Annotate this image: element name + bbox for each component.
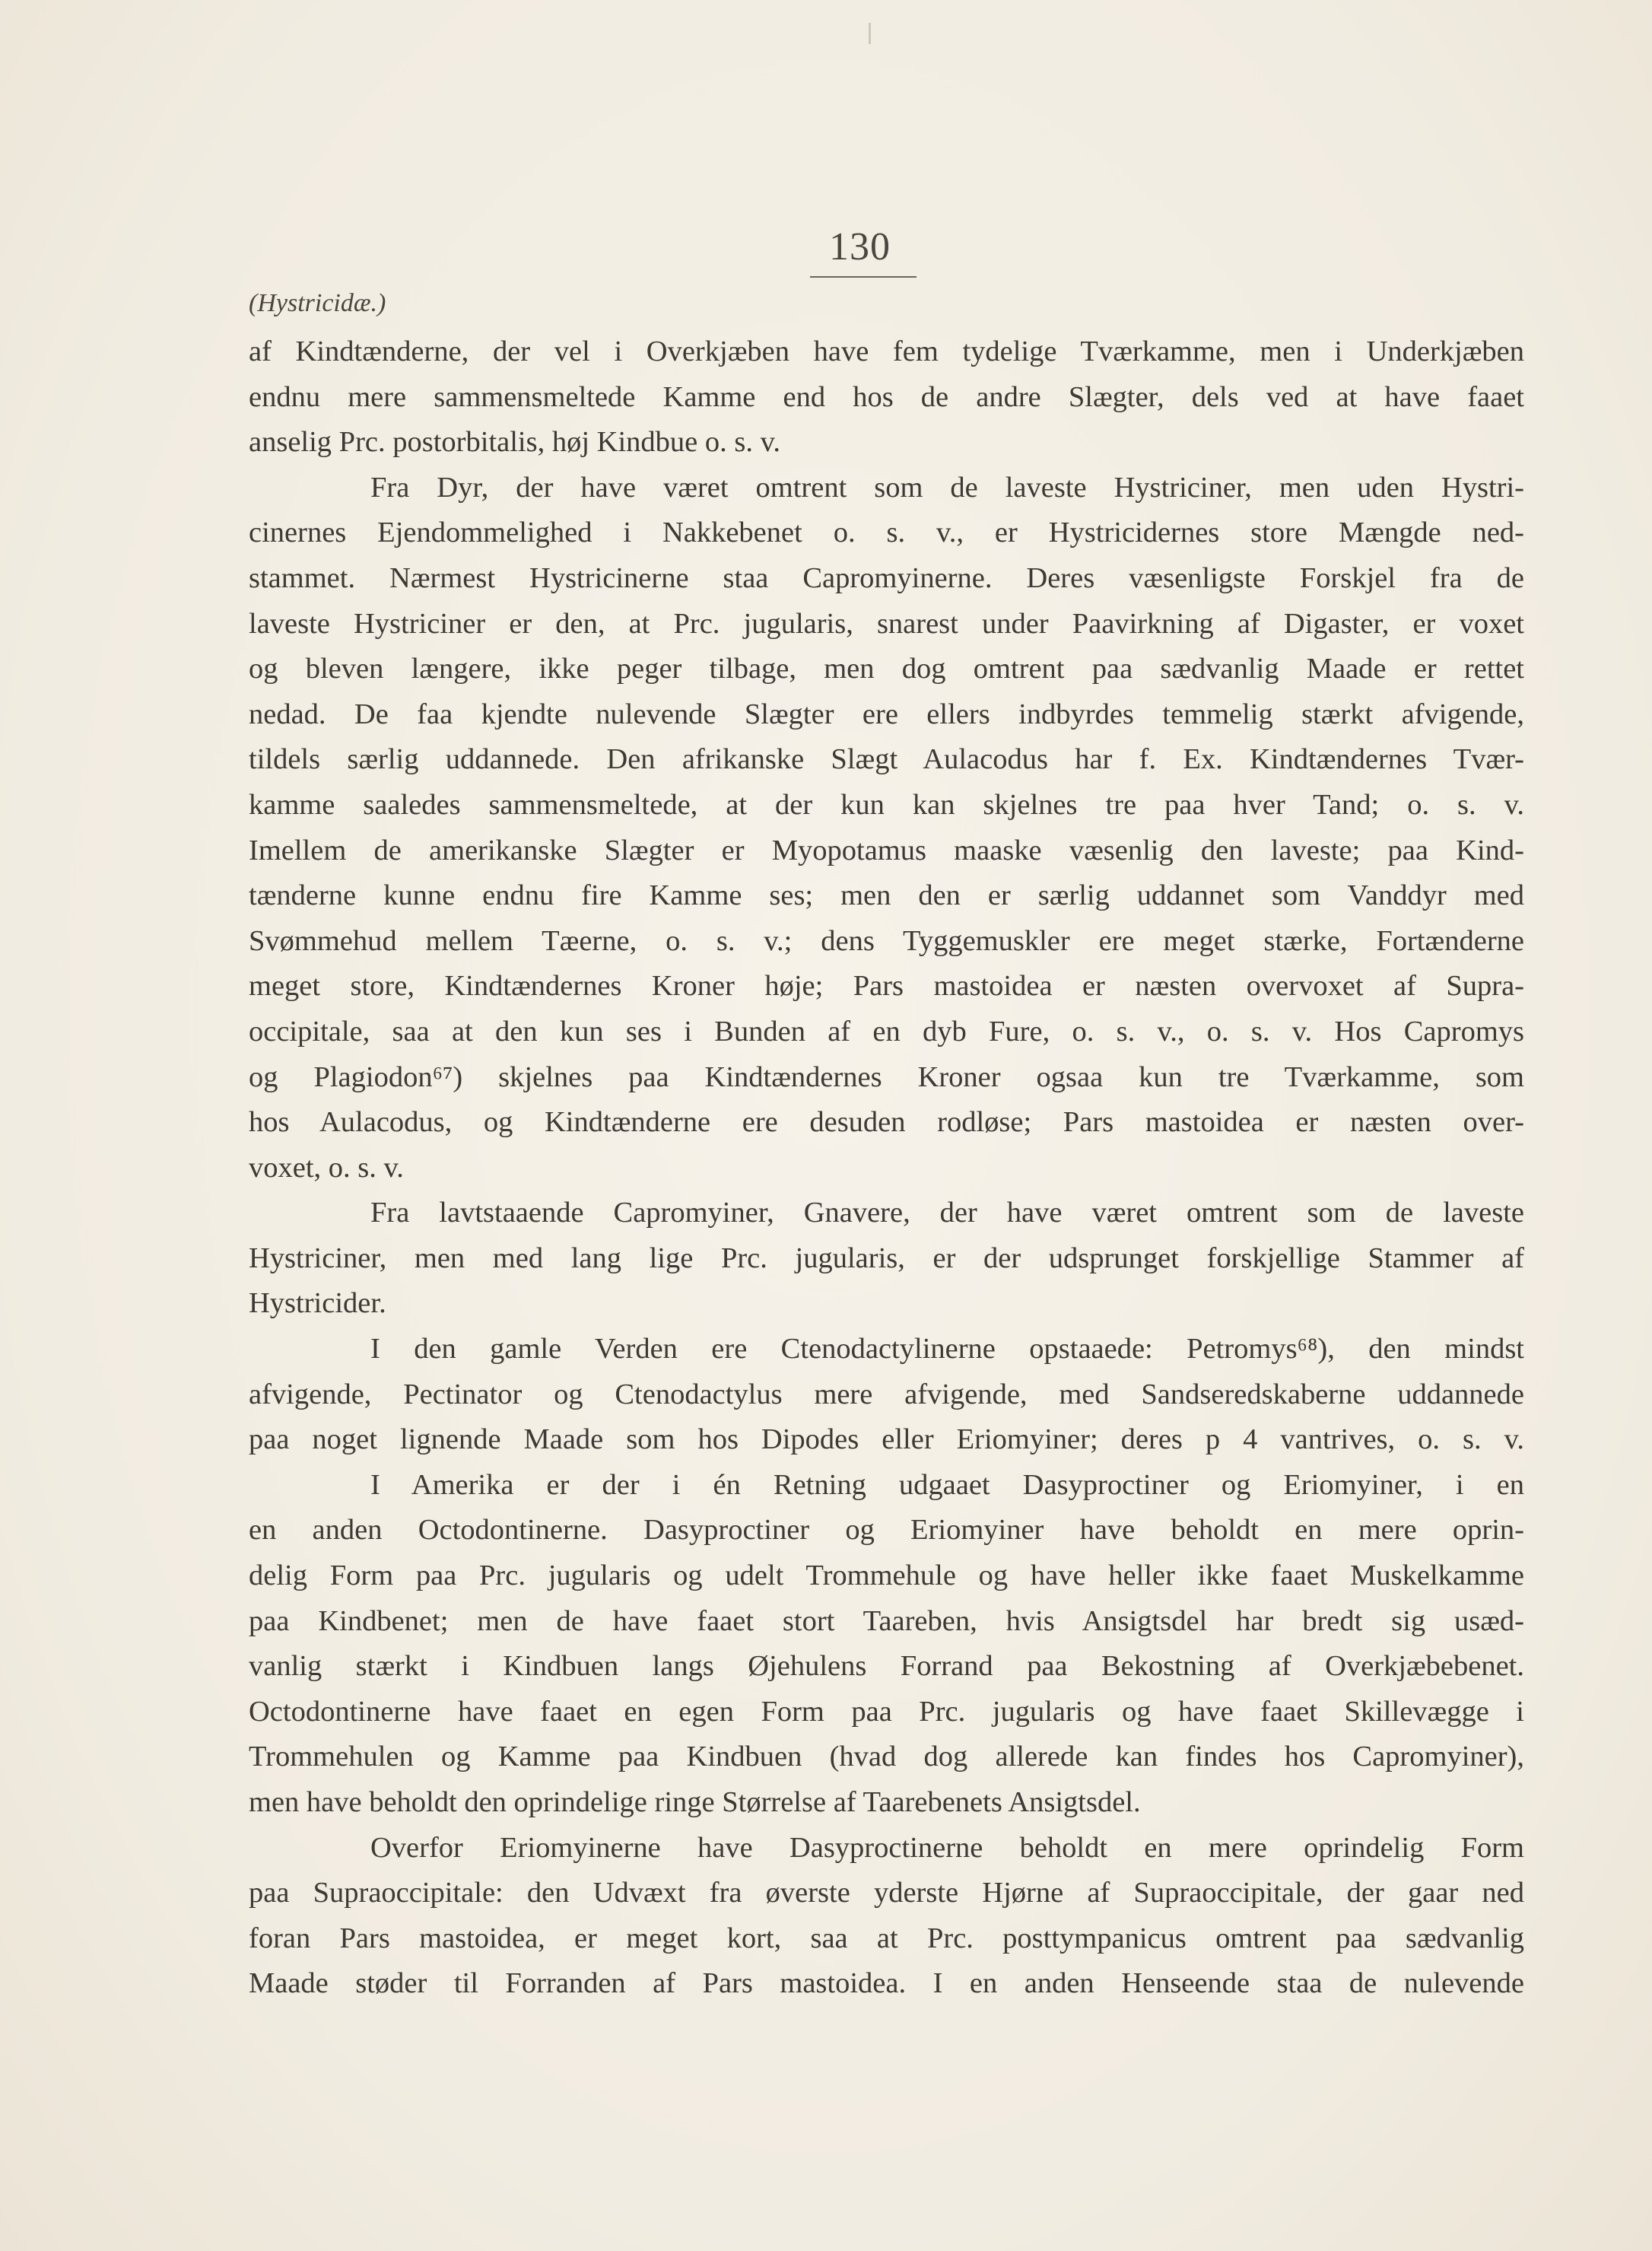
paper-speck [869,23,871,44]
text-line: afvigende, Pectinator og Ctenodactylus mere afvigende, med Sandseredskaberne uddannede [249,1378,1524,1410]
page-number-rule [810,276,917,278]
text-line: delig Form paa Prc. jugularis og udelt Trommehule og have heller ikke faaet Muskelkamme [249,1559,1524,1592]
text-line: Imellem de amerikanske Slægter er Myopotamus maaske væsenlig den laveste; paa Kind- [249,834,1524,866]
text-line: hos Aulacodus, og Kindtænderne ere desuden rodløse; Pars mastoidea er næsten over- [249,1106,1524,1139]
text-line: occipitale, saa at den kun ses i Bunden af en dyb Fure, o. s. v., o. s. v. Hos Capromys [249,1015,1524,1048]
text-line: men have beholdt den oprindelige ringe Størrelse af Taarebenets Ansigtsdel. [249,1786,1141,1818]
text-line: foran Pars mastoidea, er meget kort, saa at Prc. posttympanicus omtrent paa sædvanlig [249,1922,1524,1954]
text-line: Overfor Eriomyinerne have Dasyproctinerne beholdt en mere oprindelig Form [370,1831,1524,1864]
text-line: af Kindtænderne, der vel i Overkjæben have fem tydelige Tværkamme, men i Underkjæben [249,335,1524,367]
text-line: stammet. Nærmest Hystricinerne staa Capromyinerne. Deres væsenligste Forskjel fra de [249,561,1524,594]
text-line: tænderne kunne endnu fire Kamme ses; men den er særlig uddannet som Vanddyr med [249,879,1524,912]
text-line: paa Supraoccipitale: den Udvæxt fra øverste yderste Hjørne af Supraoccipitale, der gaar ned [249,1877,1524,1909]
text-line: anselig Prc. postorbitalis, høj Kindbue o. s. v. [249,426,780,459]
text-line: Svømmehud mellem Tæerne, o. s. v.; dens Tyggemuskler ere meget stærke, Fortænderne [249,924,1524,957]
text-line: I den gamle Verden ere Ctenodactylinerne opstaaede: Petromys⁶⁸), den mindst [370,1333,1524,1366]
text-line: paa Kindbenet; men de have faaet stort Taareben, hvis Ansigtsdel har bredt sig usæd- [249,1604,1524,1637]
text-line: laveste Hystriciner er den, at Prc. jugularis, snarest under Paavirkning af Digaster, er voxet [249,607,1524,640]
text-line: Fra Dyr, der have været omtrent som de laveste Hystriciner, men uden Hystri- [370,471,1524,504]
text-line: I Amerika er der i én Retning udgaaet Dasyproctiner og Eriomyiner, i en [370,1468,1524,1501]
text-line: Hystricider. [249,1287,386,1320]
text-line: en anden Octodontinerne. Dasyproctiner og Eriomyiner have beholdt en mere oprin- [249,1514,1524,1547]
text-line: nedad. De faa kjendte nulevende Slægter ere ellers indbyrdes temmelig stærkt afvigende, [249,698,1524,730]
text-line: kamme saaledes sammensmeltede, at der kun kan skjelnes tre paa hver Tand; o. s. v. [249,788,1524,821]
text-line: voxet, o. s. v. [249,1151,404,1184]
text-line: paa noget lignende Maade som hos Dipodes eller Eriomyiner; deres p 4 vantrives, o. s. v. [249,1423,1524,1456]
text-line: Hystriciner, men med lang lige Prc. jugularis, er der udsprunget forskjellige Stammer af [249,1242,1524,1274]
text-line: og bleven længere, ikke peger tilbage, men dog omtrent paa sædvanlig Maade er rettet [249,653,1524,685]
text-line: endnu mere sammensmeltede Kamme end hos de andre Slægter, dels ved at have faaet [249,380,1524,413]
text-line: vanlig stærkt i Kindbuen langs Øjehulens Forrand paa Bekostning af Overkjæbebenet. [249,1650,1524,1683]
text-line: Maade støder til Forranden af Pars mastoidea. I en anden Henseende staa de nulevende [249,1967,1524,2000]
text-line: Trommehulen og Kamme paa Kindbuen (hvad dog allerede kan findes hos Capromyiner), [249,1741,1524,1773]
text-line: meget store, Kindtændernes Kroner høje; Pars mastoidea er næsten overvoxet af Supra- [249,970,1524,1003]
text-line: cinernes Ejendommelighed i Nakkebenet o. s. v., er Hystricidernes store Mængde ned- [249,517,1524,549]
running-header-family: (Hystricidæ.) [249,289,386,317]
text-line: Octodontinerne have faaet en egen Form paa Prc. jugularis og have faaet Skillevægge i [249,1695,1524,1728]
text-line: Fra lavtstaaende Capromyiner, Gnavere, der have været omtrent som de laveste [370,1197,1524,1229]
body-text [249,329,1524,2007]
text-line: tildels særlig uddannede. Den afrikanske Slægt Aulacodus har f. Ex. Kindtændernes Tvær- [249,743,1524,776]
page-number: 130 [829,225,891,269]
text-line: og Plagiodon⁶⁷) skjelnes paa Kindtændernes Kroner ogsaa kun tre Tværkamme, som [249,1060,1524,1093]
